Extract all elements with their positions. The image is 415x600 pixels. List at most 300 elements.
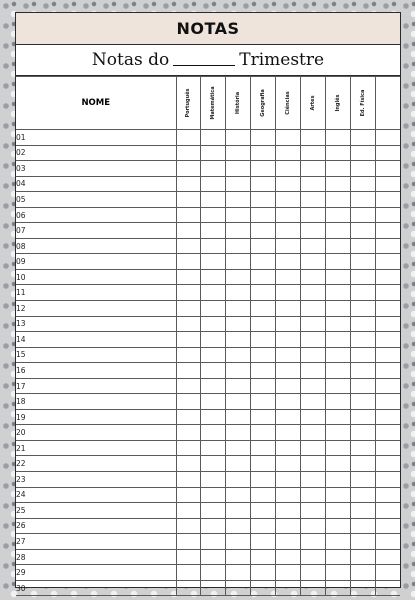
grade-cell[interactable] bbox=[375, 472, 400, 488]
student-number[interactable]: 24 bbox=[16, 487, 176, 503]
grade-cell[interactable] bbox=[300, 176, 325, 192]
grade-cell[interactable] bbox=[176, 456, 201, 472]
grade-cell[interactable] bbox=[201, 580, 226, 596]
grade-cell[interactable] bbox=[300, 145, 325, 161]
grade-cell[interactable] bbox=[325, 316, 350, 332]
student-number[interactable]: 22 bbox=[16, 456, 176, 472]
grade-cell[interactable] bbox=[325, 394, 350, 410]
grade-cell[interactable] bbox=[350, 130, 375, 146]
grade-cell[interactable] bbox=[300, 223, 325, 239]
grade-cell[interactable] bbox=[226, 130, 251, 146]
grade-cell[interactable] bbox=[300, 456, 325, 472]
grade-cell[interactable] bbox=[276, 549, 301, 565]
grade-cell[interactable] bbox=[325, 130, 350, 146]
grade-cell[interactable] bbox=[300, 518, 325, 534]
grade-cell[interactable] bbox=[375, 440, 400, 456]
grade-cell[interactable] bbox=[226, 161, 251, 177]
student-number[interactable]: 15 bbox=[16, 347, 176, 363]
grade-cell[interactable] bbox=[300, 503, 325, 519]
grade-cell[interactable] bbox=[375, 145, 400, 161]
grade-cell[interactable] bbox=[201, 347, 226, 363]
grade-cell[interactable] bbox=[276, 145, 301, 161]
grade-cell[interactable] bbox=[325, 301, 350, 317]
grade-cell[interactable] bbox=[276, 301, 301, 317]
grade-cell[interactable] bbox=[226, 238, 251, 254]
student-number[interactable]: 02 bbox=[16, 145, 176, 161]
grade-cell[interactable] bbox=[350, 347, 375, 363]
grade-cell[interactable] bbox=[350, 363, 375, 379]
grade-cell[interactable] bbox=[176, 130, 201, 146]
grade-cell[interactable] bbox=[350, 394, 375, 410]
student-number[interactable]: 29 bbox=[16, 565, 176, 581]
grade-cell[interactable] bbox=[176, 207, 201, 223]
grade-cell[interactable] bbox=[251, 347, 276, 363]
grade-cell[interactable] bbox=[325, 378, 350, 394]
grade-cell[interactable] bbox=[350, 145, 375, 161]
grade-cell[interactable] bbox=[375, 487, 400, 503]
student-number[interactable]: 25 bbox=[16, 503, 176, 519]
grade-cell[interactable] bbox=[176, 238, 201, 254]
grade-cell[interactable] bbox=[201, 223, 226, 239]
grade-cell[interactable] bbox=[176, 301, 201, 317]
grade-cell[interactable] bbox=[226, 145, 251, 161]
grade-cell[interactable] bbox=[226, 363, 251, 379]
grade-cell[interactable] bbox=[201, 301, 226, 317]
grade-cell[interactable] bbox=[276, 332, 301, 348]
grade-cell[interactable] bbox=[176, 285, 201, 301]
grade-cell[interactable] bbox=[325, 440, 350, 456]
grade-cell[interactable] bbox=[375, 254, 400, 270]
grade-cell[interactable] bbox=[300, 301, 325, 317]
grade-cell[interactable] bbox=[201, 269, 226, 285]
grade-cell[interactable] bbox=[226, 565, 251, 581]
grade-cell[interactable] bbox=[350, 285, 375, 301]
grade-cell[interactable] bbox=[251, 440, 276, 456]
grade-cell[interactable] bbox=[300, 316, 325, 332]
grade-cell[interactable] bbox=[176, 316, 201, 332]
grade-cell[interactable] bbox=[201, 254, 226, 270]
grade-cell[interactable] bbox=[201, 472, 226, 488]
grade-cell[interactable] bbox=[325, 207, 350, 223]
grade-cell[interactable] bbox=[375, 269, 400, 285]
grade-cell[interactable] bbox=[251, 472, 276, 488]
grade-cell[interactable] bbox=[251, 456, 276, 472]
student-number[interactable]: 21 bbox=[16, 440, 176, 456]
grade-cell[interactable] bbox=[251, 378, 276, 394]
student-number[interactable]: 26 bbox=[16, 518, 176, 534]
grade-cell[interactable] bbox=[276, 565, 301, 581]
grade-cell[interactable] bbox=[350, 301, 375, 317]
grade-cell[interactable] bbox=[276, 456, 301, 472]
grade-cell[interactable] bbox=[325, 518, 350, 534]
grade-cell[interactable] bbox=[276, 534, 301, 550]
grade-cell[interactable] bbox=[251, 145, 276, 161]
grade-cell[interactable] bbox=[350, 580, 375, 596]
grade-cell[interactable] bbox=[201, 316, 226, 332]
grade-cell[interactable] bbox=[251, 176, 276, 192]
grade-cell[interactable] bbox=[251, 394, 276, 410]
grade-cell[interactable] bbox=[375, 425, 400, 441]
grade-cell[interactable] bbox=[226, 269, 251, 285]
grade-cell[interactable] bbox=[176, 192, 201, 208]
grade-cell[interactable] bbox=[300, 207, 325, 223]
grade-cell[interactable] bbox=[226, 285, 251, 301]
grade-cell[interactable] bbox=[176, 332, 201, 348]
grade-cell[interactable] bbox=[226, 409, 251, 425]
grade-cell[interactable] bbox=[375, 332, 400, 348]
grade-cell[interactable] bbox=[375, 223, 400, 239]
grade-cell[interactable] bbox=[276, 409, 301, 425]
grade-cell[interactable] bbox=[276, 254, 301, 270]
grade-cell[interactable] bbox=[226, 440, 251, 456]
grade-cell[interactable] bbox=[176, 223, 201, 239]
grade-cell[interactable] bbox=[375, 534, 400, 550]
grade-cell[interactable] bbox=[325, 254, 350, 270]
student-number[interactable]: 01 bbox=[16, 130, 176, 146]
grade-cell[interactable] bbox=[251, 192, 276, 208]
grade-cell[interactable] bbox=[201, 409, 226, 425]
grade-cell[interactable] bbox=[176, 518, 201, 534]
grade-cell[interactable] bbox=[226, 316, 251, 332]
grade-cell[interactable] bbox=[201, 487, 226, 503]
grade-cell[interactable] bbox=[276, 207, 301, 223]
grade-cell[interactable] bbox=[375, 238, 400, 254]
grade-cell[interactable] bbox=[276, 580, 301, 596]
grade-cell[interactable] bbox=[276, 192, 301, 208]
grade-cell[interactable] bbox=[251, 503, 276, 519]
grade-cell[interactable] bbox=[251, 316, 276, 332]
grade-cell[interactable] bbox=[226, 580, 251, 596]
grade-cell[interactable] bbox=[226, 347, 251, 363]
grade-cell[interactable] bbox=[276, 316, 301, 332]
grade-cell[interactable] bbox=[201, 238, 226, 254]
grade-cell[interactable] bbox=[201, 534, 226, 550]
student-number[interactable]: 28 bbox=[16, 549, 176, 565]
grade-cell[interactable] bbox=[226, 176, 251, 192]
grade-cell[interactable] bbox=[375, 285, 400, 301]
grade-cell[interactable] bbox=[300, 332, 325, 348]
grade-cell[interactable] bbox=[276, 394, 301, 410]
grade-cell[interactable] bbox=[325, 192, 350, 208]
grade-cell[interactable] bbox=[176, 580, 201, 596]
grade-cell[interactable] bbox=[176, 472, 201, 488]
grade-cell[interactable] bbox=[201, 394, 226, 410]
grade-cell[interactable] bbox=[176, 549, 201, 565]
grade-cell[interactable] bbox=[276, 378, 301, 394]
grade-cell[interactable] bbox=[276, 440, 301, 456]
grade-cell[interactable] bbox=[375, 316, 400, 332]
student-number[interactable]: 07 bbox=[16, 223, 176, 239]
grade-cell[interactable] bbox=[251, 518, 276, 534]
grade-cell[interactable] bbox=[201, 425, 226, 441]
grade-cell[interactable] bbox=[226, 378, 251, 394]
grade-cell[interactable] bbox=[201, 378, 226, 394]
grade-cell[interactable] bbox=[300, 440, 325, 456]
grade-cell[interactable] bbox=[176, 440, 201, 456]
grade-cell[interactable] bbox=[276, 176, 301, 192]
grade-cell[interactable] bbox=[350, 316, 375, 332]
grade-cell[interactable] bbox=[251, 254, 276, 270]
grade-cell[interactable] bbox=[176, 394, 201, 410]
grade-cell[interactable] bbox=[325, 285, 350, 301]
grade-cell[interactable] bbox=[276, 238, 301, 254]
grade-cell[interactable] bbox=[325, 456, 350, 472]
grade-cell[interactable] bbox=[176, 534, 201, 550]
grade-cell[interactable] bbox=[375, 565, 400, 581]
grade-cell[interactable] bbox=[226, 332, 251, 348]
grade-cell[interactable] bbox=[375, 207, 400, 223]
grade-cell[interactable] bbox=[300, 565, 325, 581]
grade-cell[interactable] bbox=[350, 549, 375, 565]
term-blank-line[interactable] bbox=[173, 55, 235, 66]
grade-cell[interactable] bbox=[300, 363, 325, 379]
grade-cell[interactable] bbox=[176, 487, 201, 503]
student-number[interactable]: 06 bbox=[16, 207, 176, 223]
grade-cell[interactable] bbox=[226, 456, 251, 472]
grade-cell[interactable] bbox=[226, 472, 251, 488]
grade-cell[interactable] bbox=[350, 161, 375, 177]
grade-cell[interactable] bbox=[350, 456, 375, 472]
grade-cell[interactable] bbox=[226, 223, 251, 239]
grade-cell[interactable] bbox=[325, 425, 350, 441]
grade-cell[interactable] bbox=[226, 254, 251, 270]
grade-cell[interactable] bbox=[226, 425, 251, 441]
grade-cell[interactable] bbox=[325, 223, 350, 239]
grade-cell[interactable] bbox=[325, 161, 350, 177]
grade-cell[interactable] bbox=[300, 409, 325, 425]
grade-cell[interactable] bbox=[300, 580, 325, 596]
grade-cell[interactable] bbox=[375, 378, 400, 394]
grade-cell[interactable] bbox=[375, 301, 400, 317]
grade-cell[interactable] bbox=[325, 409, 350, 425]
grade-cell[interactable] bbox=[300, 425, 325, 441]
grade-cell[interactable] bbox=[375, 394, 400, 410]
grade-cell[interactable] bbox=[350, 425, 375, 441]
grade-cell[interactable] bbox=[350, 440, 375, 456]
student-number[interactable]: 03 bbox=[16, 161, 176, 177]
grade-cell[interactable] bbox=[201, 518, 226, 534]
grade-cell[interactable] bbox=[176, 503, 201, 519]
grade-cell[interactable] bbox=[300, 130, 325, 146]
grade-cell[interactable] bbox=[251, 363, 276, 379]
grade-cell[interactable] bbox=[325, 238, 350, 254]
student-number[interactable]: 12 bbox=[16, 301, 176, 317]
student-number[interactable]: 27 bbox=[16, 534, 176, 550]
grade-cell[interactable] bbox=[251, 565, 276, 581]
grade-cell[interactable] bbox=[276, 269, 301, 285]
grade-cell[interactable] bbox=[350, 238, 375, 254]
grade-cell[interactable] bbox=[176, 409, 201, 425]
grade-cell[interactable] bbox=[201, 176, 226, 192]
grade-cell[interactable] bbox=[325, 503, 350, 519]
grade-cell[interactable] bbox=[375, 456, 400, 472]
grade-cell[interactable] bbox=[276, 487, 301, 503]
grade-cell[interactable] bbox=[325, 145, 350, 161]
grade-cell[interactable] bbox=[176, 363, 201, 379]
grade-cell[interactable] bbox=[350, 472, 375, 488]
grade-cell[interactable] bbox=[226, 534, 251, 550]
grade-cell[interactable] bbox=[300, 549, 325, 565]
grade-cell[interactable] bbox=[325, 363, 350, 379]
grade-cell[interactable] bbox=[226, 503, 251, 519]
grade-cell[interactable] bbox=[176, 254, 201, 270]
grade-cell[interactable] bbox=[176, 565, 201, 581]
grade-cell[interactable] bbox=[325, 332, 350, 348]
grade-cell[interactable] bbox=[251, 487, 276, 503]
grade-cell[interactable] bbox=[226, 518, 251, 534]
grade-cell[interactable] bbox=[325, 487, 350, 503]
grade-cell[interactable] bbox=[176, 145, 201, 161]
grade-cell[interactable] bbox=[375, 580, 400, 596]
grade-cell[interactable] bbox=[201, 332, 226, 348]
student-number[interactable]: 17 bbox=[16, 378, 176, 394]
student-number[interactable]: 13 bbox=[16, 316, 176, 332]
grade-cell[interactable] bbox=[300, 254, 325, 270]
grade-cell[interactable] bbox=[251, 269, 276, 285]
grade-cell[interactable] bbox=[300, 238, 325, 254]
grade-cell[interactable] bbox=[201, 549, 226, 565]
grade-cell[interactable] bbox=[375, 192, 400, 208]
grade-cell[interactable] bbox=[251, 301, 276, 317]
grade-cell[interactable] bbox=[300, 269, 325, 285]
grade-cell[interactable] bbox=[176, 161, 201, 177]
grade-cell[interactable] bbox=[325, 269, 350, 285]
grade-cell[interactable] bbox=[375, 130, 400, 146]
grade-cell[interactable] bbox=[201, 130, 226, 146]
grade-cell[interactable] bbox=[276, 518, 301, 534]
student-number[interactable]: 09 bbox=[16, 254, 176, 270]
grade-cell[interactable] bbox=[201, 145, 226, 161]
grade-cell[interactable] bbox=[201, 456, 226, 472]
student-number[interactable]: 11 bbox=[16, 285, 176, 301]
grade-cell[interactable] bbox=[276, 472, 301, 488]
grade-cell[interactable] bbox=[226, 192, 251, 208]
grade-cell[interactable] bbox=[276, 130, 301, 146]
grade-cell[interactable] bbox=[350, 518, 375, 534]
grade-cell[interactable] bbox=[325, 565, 350, 581]
student-number[interactable]: 16 bbox=[16, 363, 176, 379]
grade-cell[interactable] bbox=[276, 285, 301, 301]
grade-cell[interactable] bbox=[251, 161, 276, 177]
grade-cell[interactable] bbox=[251, 223, 276, 239]
grade-cell[interactable] bbox=[176, 425, 201, 441]
grade-cell[interactable] bbox=[251, 130, 276, 146]
student-number[interactable]: 18 bbox=[16, 394, 176, 410]
grade-cell[interactable] bbox=[325, 176, 350, 192]
grade-cell[interactable] bbox=[350, 565, 375, 581]
student-number[interactable]: 30 bbox=[16, 580, 176, 596]
grade-cell[interactable] bbox=[300, 192, 325, 208]
student-number[interactable]: 19 bbox=[16, 409, 176, 425]
grade-cell[interactable] bbox=[350, 207, 375, 223]
grade-cell[interactable] bbox=[276, 425, 301, 441]
grade-cell[interactable] bbox=[201, 207, 226, 223]
grade-cell[interactable] bbox=[276, 347, 301, 363]
grade-cell[interactable] bbox=[251, 534, 276, 550]
grade-cell[interactable] bbox=[251, 549, 276, 565]
grade-cell[interactable] bbox=[350, 378, 375, 394]
grade-cell[interactable] bbox=[176, 269, 201, 285]
grade-cell[interactable] bbox=[350, 223, 375, 239]
student-number[interactable]: 04 bbox=[16, 176, 176, 192]
student-number[interactable]: 05 bbox=[16, 192, 176, 208]
grade-cell[interactable] bbox=[325, 472, 350, 488]
grade-cell[interactable] bbox=[251, 285, 276, 301]
grade-cell[interactable] bbox=[251, 425, 276, 441]
grade-cell[interactable] bbox=[300, 487, 325, 503]
grade-cell[interactable] bbox=[350, 487, 375, 503]
grade-cell[interactable] bbox=[300, 378, 325, 394]
grade-cell[interactable] bbox=[350, 192, 375, 208]
grade-cell[interactable] bbox=[176, 176, 201, 192]
grade-cell[interactable] bbox=[325, 347, 350, 363]
grade-cell[interactable] bbox=[201, 565, 226, 581]
grade-cell[interactable] bbox=[276, 223, 301, 239]
grade-cell[interactable] bbox=[375, 549, 400, 565]
grade-cell[interactable] bbox=[350, 269, 375, 285]
grade-cell[interactable] bbox=[300, 534, 325, 550]
grade-cell[interactable] bbox=[350, 332, 375, 348]
grade-cell[interactable] bbox=[350, 503, 375, 519]
grade-cell[interactable] bbox=[226, 487, 251, 503]
grade-cell[interactable] bbox=[176, 378, 201, 394]
grade-cell[interactable] bbox=[276, 161, 301, 177]
grade-cell[interactable] bbox=[300, 472, 325, 488]
grade-cell[interactable] bbox=[325, 549, 350, 565]
grade-cell[interactable] bbox=[300, 285, 325, 301]
grade-cell[interactable] bbox=[350, 534, 375, 550]
grade-cell[interactable] bbox=[375, 518, 400, 534]
grade-cell[interactable] bbox=[201, 285, 226, 301]
grade-cell[interactable] bbox=[300, 347, 325, 363]
grade-cell[interactable] bbox=[375, 409, 400, 425]
grade-cell[interactable] bbox=[226, 301, 251, 317]
grade-cell[interactable] bbox=[375, 176, 400, 192]
grade-cell[interactable] bbox=[350, 176, 375, 192]
grade-cell[interactable] bbox=[251, 207, 276, 223]
grade-cell[interactable] bbox=[201, 192, 226, 208]
grade-cell[interactable] bbox=[226, 394, 251, 410]
grade-cell[interactable] bbox=[201, 503, 226, 519]
grade-cell[interactable] bbox=[350, 409, 375, 425]
grade-cell[interactable] bbox=[251, 332, 276, 348]
grade-cell[interactable] bbox=[375, 363, 400, 379]
grade-cell[interactable] bbox=[375, 503, 400, 519]
student-number[interactable]: 20 bbox=[16, 425, 176, 441]
grade-cell[interactable] bbox=[201, 363, 226, 379]
grade-cell[interactable] bbox=[276, 503, 301, 519]
grade-cell[interactable] bbox=[226, 549, 251, 565]
grade-cell[interactable] bbox=[251, 580, 276, 596]
grade-cell[interactable] bbox=[226, 207, 251, 223]
grade-cell[interactable] bbox=[350, 254, 375, 270]
student-number[interactable]: 08 bbox=[16, 238, 176, 254]
grade-cell[interactable] bbox=[325, 534, 350, 550]
grade-cell[interactable] bbox=[276, 363, 301, 379]
grade-cell[interactable] bbox=[300, 394, 325, 410]
grade-cell[interactable] bbox=[176, 347, 201, 363]
student-number[interactable]: 14 bbox=[16, 332, 176, 348]
grade-cell[interactable] bbox=[201, 440, 226, 456]
grade-cell[interactable] bbox=[300, 161, 325, 177]
grade-cell[interactable] bbox=[375, 347, 400, 363]
grade-cell[interactable] bbox=[375, 161, 400, 177]
grade-cell[interactable] bbox=[251, 238, 276, 254]
grade-cell[interactable] bbox=[251, 409, 276, 425]
grade-cell[interactable] bbox=[201, 161, 226, 177]
student-number[interactable]: 10 bbox=[16, 269, 176, 285]
grade-cell[interactable] bbox=[325, 580, 350, 596]
